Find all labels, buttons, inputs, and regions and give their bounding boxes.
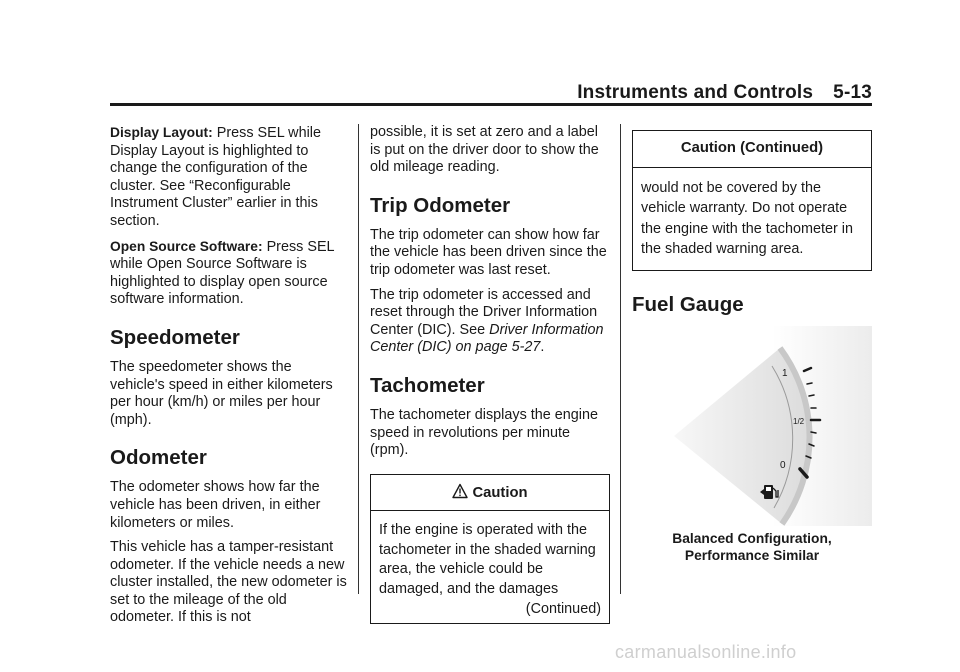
speedometer-heading: Speedometer [110, 325, 240, 349]
odometer-text-2: This vehicle has a tamper-resistant odometer. If the vehicle needs a new cluster installed, the new odometer is set to the mileage of the old odometer. If this is not [110, 539, 347, 626]
odometer-continued-text: possible, it is set at zero and a label is put on the driver door to show the old mileage reading. [370, 124, 599, 176]
display-layout-paragraph [110, 124, 350, 231]
fuel-gauge-heading: Fuel Gauge [632, 292, 744, 316]
gauge-label-full: 1 [782, 367, 788, 379]
trip-odometer-heading: Trip Odometer [370, 193, 511, 217]
trip-odometer-text-1: The trip odometer can show how far the vehicle has been driven since the trip odometer was last reset. [370, 226, 607, 278]
open-source-label: Open Source Software: [110, 238, 263, 254]
odometer-text-1: The odometer shows how far the vehicle has been driven, in either kilometers or miles. [110, 479, 321, 531]
caution-continued-box [632, 130, 872, 271]
caution-text: If the engine is operated with the tachometer in the shaded warning area, the vehicle could be damaged, and the damages [379, 522, 596, 597]
watermark: carmanualsonline.info [615, 642, 797, 662]
display-layout-label: Display Layout: [110, 125, 213, 140]
gauge-label-half: 1/2 [793, 416, 805, 426]
caution-continued-text: would not be covered by the vehicle warranty. Do not operate the engine with the tachometer in the shaded warning area. [641, 179, 853, 258]
caution-box [370, 474, 610, 624]
tachometer-heading: Tachometer [370, 373, 485, 397]
dic-reference-link[interactable]: Driver Information Center (DIC) on page 5-27 [370, 321, 604, 356]
page-header [577, 82, 872, 104]
column-3 [632, 124, 872, 564]
warning-icon [452, 483, 468, 499]
odometer-heading: Odometer [110, 446, 207, 470]
speedometer-text: The speedometer shows the vehicle's speed in either kilometers per hour (km/h) or miles per hour (mph). [110, 358, 333, 428]
fuel-gauge-illustration [632, 326, 872, 526]
column-divider-2 [620, 124, 621, 594]
figure-caption: Balanced Configuration, Performance Similar [672, 530, 832, 563]
open-source-text: Press SEL while Open Source Software is highlighted to display open source software information. [110, 238, 335, 308]
caution-header [371, 475, 609, 512]
trip-text-end: . [540, 339, 545, 356]
caution-body [371, 511, 609, 623]
caution-continued: (Continued) [525, 601, 601, 618]
display-layout-text: Press SEL while Display Layout is highlighted to change the configuration of the cluster. See “Reconfigurable Instrument Cluster” earlier in this section. [110, 125, 321, 229]
gauge-label-empty: 0 [780, 459, 786, 471]
page-number: 5-13 [833, 82, 872, 103]
trip-odometer-text-2 [370, 287, 610, 357]
column-1 [110, 124, 350, 634]
caution-continued-body [633, 168, 871, 270]
column-divider-1 [358, 124, 359, 594]
header-title: Instruments and Controls [577, 82, 814, 103]
open-source-paragraph [110, 238, 350, 309]
header-rule [110, 103, 872, 106]
trip-text-plain: The trip odometer is accessed and reset through the Driver Information Center (DIC). See [370, 286, 598, 338]
tachometer-text: The tachometer displays the engine speed in revolutions per minute (rpm). [370, 406, 598, 459]
fuel-gauge-figure [632, 326, 872, 526]
caution-continued-header: Caution (Continued) [633, 131, 871, 168]
column-2 [370, 124, 610, 624]
caution-title: Caution [472, 484, 528, 501]
